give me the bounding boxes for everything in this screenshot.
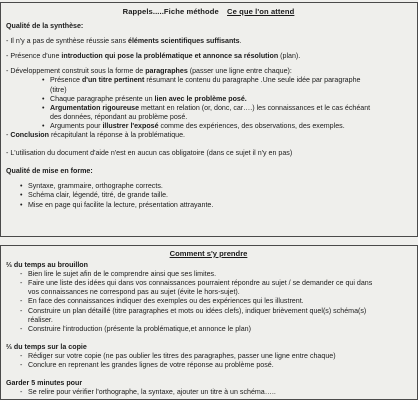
bullet-icon: • (42, 121, 45, 130)
bullet-titre-cont: (titre) (50, 85, 67, 94)
bullet-icon: • (42, 94, 45, 103)
forme-item: • Syntaxe, grammaire, orthographe corrects. (20, 182, 163, 191)
dash-icon: - (20, 351, 23, 360)
garder-heading: Garder 5 minutes pour (6, 379, 83, 388)
bullet-titre: • Présence d'un titre pertinent résumant le contenu du paragraphe .Une seule idée par paragraphe (42, 76, 361, 85)
bullet-icon: • (20, 191, 23, 200)
brouillon-item: - Construire un plan détaillé (titre paragraphes et mots ou idées clefs), indiquer brièvement quel(s) schéma(s) (20, 306, 367, 315)
copie-item: - Conclure en reprenant les grandes lignes de votre réponse au problème posé. (20, 361, 274, 370)
synthese-line-1: - Il n'y a pas de synthèse réussie sans éléments scientifiques suffisants. (6, 37, 242, 46)
synthese-line-2: - Présence d'une introduction qui pose la problématique et annonce sa résolution (plan). (6, 52, 301, 61)
dash-icon: - (20, 388, 23, 397)
document-header (6, 7, 411, 16)
comment-title: Comment s'y prendre (169, 249, 248, 258)
copie-item: - Rédiger sur votre copie (ne pas oublier les titres des paragraphes, passer une ligne entre chaque) (20, 351, 336, 360)
dash-icon: - (20, 279, 23, 288)
bullet-argumentation: • Argumentation rigoureuse mettant en relation (or, donc, car….) les connaissances et le cas échéant (42, 103, 371, 112)
method-box (0, 245, 418, 400)
bullet-argumentation-cont: des données, répondant au problème posé. (50, 112, 188, 121)
forme-item: • Schéma clair, légendé, titré, de grande taille. (20, 191, 168, 200)
dash-icon: - (20, 361, 23, 370)
brouillon-item: - Construire l'introduction (présente la problématique,et annonce le plan) (20, 324, 251, 333)
brouillon-item: - En face des connaissances indiquer des exemples ou des expériences qui les illustrent. (20, 297, 304, 306)
bullet-icon: • (42, 103, 45, 112)
dash-icon: - (20, 297, 23, 306)
brouillon-item-cont: vos connaissances ne correspond pas au sujet (évite le hors-sujet). (28, 288, 240, 297)
bullet-icon: • (20, 182, 23, 191)
bullet-icon: • (42, 76, 45, 85)
copie-heading: ⅔ du temps sur la copie (6, 342, 87, 351)
brouillon-item-cont: réaliser. (28, 315, 53, 324)
dash-icon: - (20, 324, 23, 333)
synthese-line-3: - Développement construit sous la forme de paragraphes (passer une ligne entre chaque): (6, 67, 292, 76)
bullet-icon: • (20, 200, 23, 209)
synthese-heading: Qualité de la synthèse: (6, 22, 84, 31)
bullet-lien: • Chaque paragraphe présente un lien avec le problème posé. (42, 94, 247, 103)
dash-icon: - (20, 270, 23, 279)
garder-item: - Se relire pour vérifier l'orthographe, la syntaxe, ajouter un titre à un schéma….. (20, 388, 276, 397)
synthese-line-5: - L'utilisation du document d'aide n'est en aucun cas obligatoire (dans ce sujet il n'y en pas) (6, 149, 293, 158)
brouillon-heading: ⅔ du temps au brouillon (6, 261, 88, 270)
criteria-box (0, 2, 418, 237)
dash-icon: - (20, 306, 23, 315)
forme-item: • Mise en page qui facilite la lecture, présentation attrayante. (20, 200, 214, 209)
header-right: Ce que l'on attend (227, 7, 295, 16)
forme-heading: Qualité de mise en forme: (6, 167, 93, 176)
bullet-illustrer: • Arguments pour illustrer l'exposé comme des expériences, des observations, des exemples. (42, 121, 345, 130)
brouillon-item: - Faire une liste des idées qui dans vos connaissances pourraient répondre au sujet / se demander ce qui dans (20, 279, 373, 288)
brouillon-item: - Bien lire le sujet afin de le comprendre ainsi que ses limites. (20, 270, 217, 279)
header-left: Rappels.....Fiche méthode (122, 7, 219, 16)
synthese-line-4: - Conclusion récapitulant la réponse à la problématique. (6, 131, 186, 140)
